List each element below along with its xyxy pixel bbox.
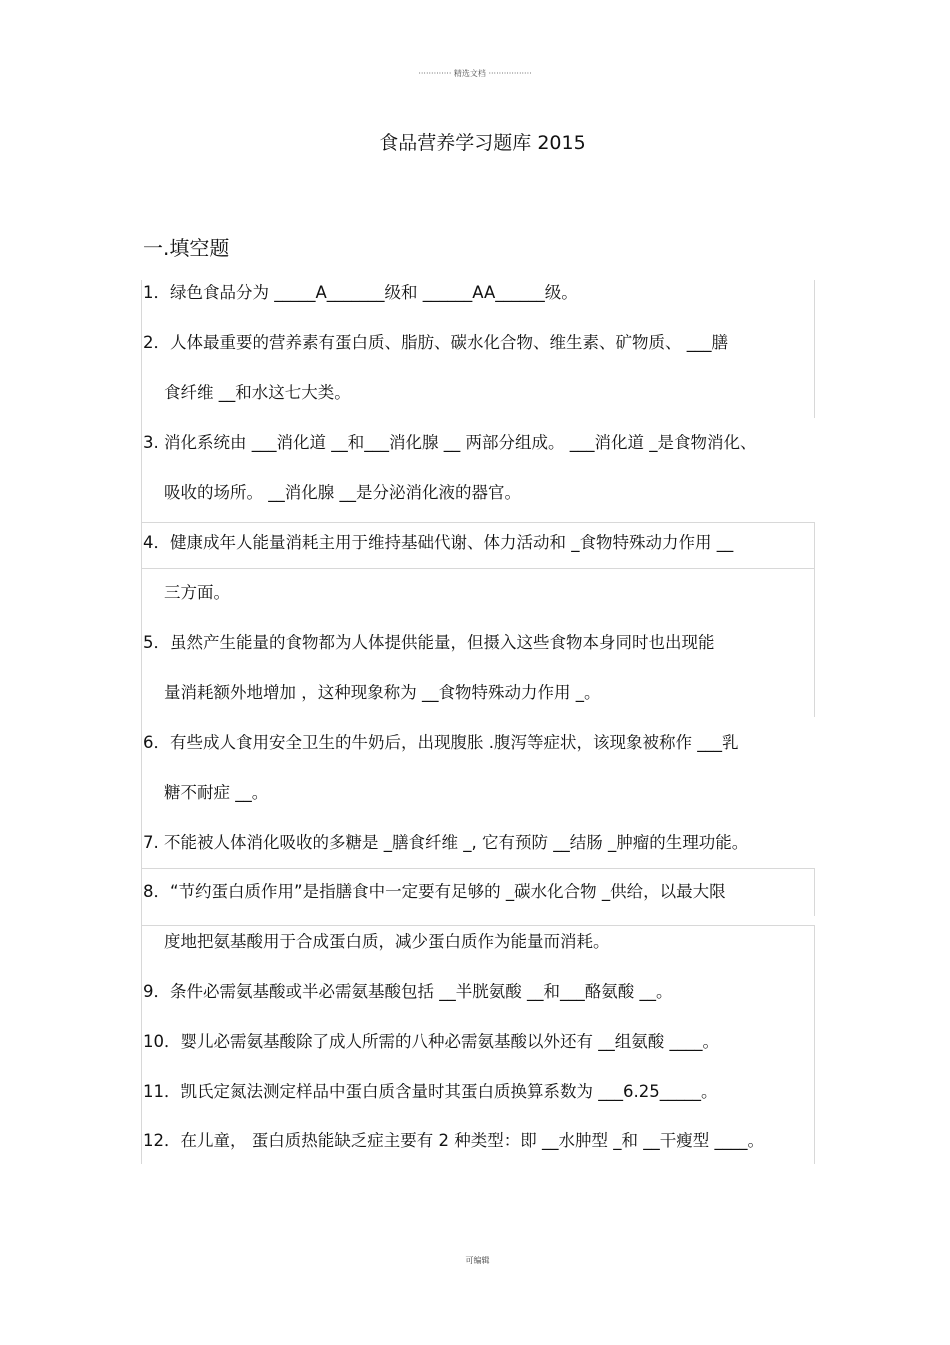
- question-3: 3. 消化系统由 ___消化道 __和___消化腺 __ 两部分组成。 ___消化道 _是食物消化、: [143, 433, 757, 452]
- question-6: 6．有些成人食用安全卫生的牛奶后，出现腹胀 .腹泻等症状，该现象被称作 ___乳: [143, 733, 739, 752]
- border-right: [814, 925, 815, 1164]
- border-right: [814, 280, 815, 418]
- question-9: 9．条件必需氨基酸或半必需氨基酸包括 __半胱氨酸 __和___酪氨酸 __。: [143, 982, 673, 1001]
- section-title: 一.填空题: [143, 236, 230, 260]
- page-header: ············· 精选文档 ·················: [418, 69, 532, 78]
- border-right: [814, 522, 815, 717]
- question-8-cont: 度地把氨基酸用于合成蛋白质，减少蛋白质作为能量而消耗。: [164, 932, 610, 951]
- border-divider: [141, 868, 815, 869]
- page-footer: 可编辑: [465, 1256, 490, 1265]
- question-3-cont: 吸收的场所。 __消化腺 __是分泌消化液的器官。: [164, 483, 521, 502]
- border-right: [814, 868, 815, 916]
- question-2-cont: 食纤维 __和水这七大类。: [164, 383, 351, 402]
- page-title: 食品营养学习题库 2015: [379, 132, 586, 154]
- question-4-cont: 三方面。: [164, 583, 230, 602]
- question-4: 4．健康成年人能量消耗主用于维持基础代谢、体力活动和 _食物特殊动力作用 __: [143, 533, 734, 552]
- question-5: 5．虽然产生能量的食物都为人体提供能量，但摄入这些食物本身同时也出现能: [143, 633, 715, 652]
- question-12: 12．在儿童， 蛋白质热能缺乏症主要有 2 种类型：即 __水肿型 _和 __干瘦型 ____。: [143, 1131, 764, 1150]
- question-10: 10．婴儿必需氨基酸除了成人所需的八种必需氨基酸以外还有 __组氨酸 ____。: [143, 1032, 719, 1051]
- border-divider: [141, 925, 815, 926]
- question-5-cont: 量消耗额外地增加 ，这种现象称为 __食物特殊动力作用 _。: [164, 683, 601, 702]
- question-6-cont: 糖不耐症 __。: [164, 783, 269, 802]
- question-1: 1．绿色食品分为 _____A_______级和 ______AA______级。: [143, 283, 578, 302]
- question-8: 8．“节约蛋白质作用”是指膳食中一定要有足够的 _碳水化合物 _供给，以最大限: [143, 882, 726, 901]
- question-7: 7. 不能被人体消化吸收的多糖是 _膳食纤维 _, 它有预防 __结肠 _肿瘤的生理功能。: [143, 833, 749, 852]
- border-divider: [141, 522, 815, 523]
- question-2: 2．人体最重要的营养素有蛋白质、脂肪、碳水化合物、维生素、矿物质、 ___膳: [143, 333, 728, 352]
- question-11: 11．凯氏定氮法测定样品中蛋白质含量时其蛋白质换算系数为 ___6.25_____。: [143, 1082, 718, 1101]
- border-divider: [141, 568, 815, 569]
- border-left: [141, 280, 142, 1164]
